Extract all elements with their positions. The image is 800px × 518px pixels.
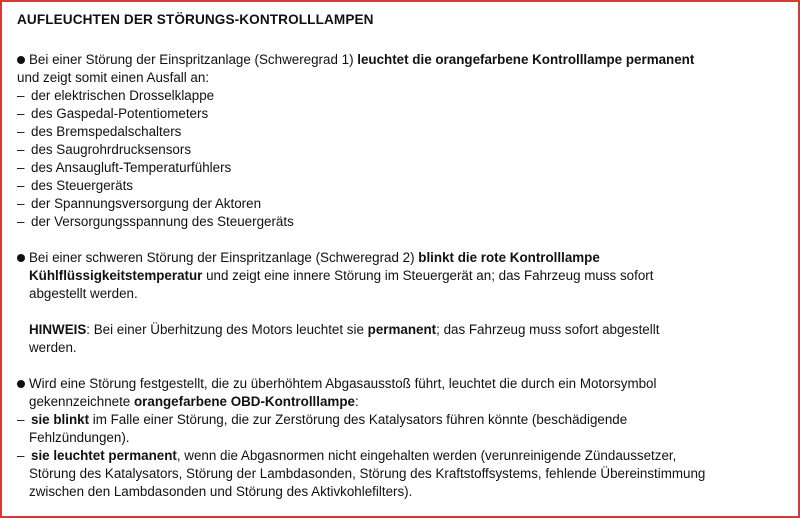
section-3-bold-1: orangefarbene OBD-Kontrolllampe [133,394,355,409]
section-2-text [29,249,787,267]
sub-2-bold: sie leuchtet permanent [31,448,177,463]
list-item-text: der elektrischen Drosselklappe [31,88,215,103]
list-item [17,105,787,123]
list-item-text: des Gaspedal-Potentiometers [31,106,209,121]
section-3-sub-2-text [31,447,787,465]
note-line-1 [17,321,787,339]
sub-2-text-2: Störung des Katalysators, Störung der Lambdasonden, Störung des Kraftstoffsystems, fehlende Übereinstimmung [29,466,706,481]
list-item [17,213,787,231]
note-text-2: ; das Fahrzeug muss sofort abgestellt [436,322,660,337]
sub-2-text-3: zwischen den Lambdasonden und Störung des Aktivkohlefilters). [29,484,413,499]
bullet-icon [17,375,29,393]
dash-marker: – [17,88,25,103]
sub-1-text-2: Fehlzündungen). [29,430,130,445]
note-text [29,321,787,339]
list-item [17,195,787,213]
sub-1-text-1: im Falle einer Störung, die zur Zerstörung des Katalysators führen könnte (beschädigende [89,412,628,427]
list-item-text: des Bremspedalschalters [31,124,182,139]
page-title: AUFLEUCHTEN DER STÖRUNGS-KONTROLLLAMPEN [17,12,374,27]
section-3-sub-2 [17,447,787,465]
section-3-sub-2-line-3 [17,483,787,501]
dash-marker: – [17,412,25,427]
section-3-sub-1-line-2 [17,429,787,447]
document-content [17,7,787,501]
list-item [17,87,787,105]
section-3-line-2-text [29,393,787,411]
section-2-bold-2: Kühlflüssigkeitstemperatur [29,268,203,283]
dash-marker: – [17,124,25,139]
list-item [17,177,787,195]
note-text-3: werden. [29,340,77,355]
dash-marker: – [17,214,25,229]
sub-2-text-1: , wenn die Abgasnormen nicht eingehalten werden (verunreinigende Zündaussetzer, [176,448,677,463]
list-item [17,123,787,141]
section-3-text-2: gekennzeichnete [29,394,134,409]
note-label: HINWEIS [29,322,87,337]
dash-marker: – [17,178,25,193]
section-1-list [17,87,787,231]
note-bold: permanent [367,322,437,337]
section-2-line-3 [17,285,787,303]
section-2-line-2 [17,267,787,285]
section-1-intro-text-2: und zeigt somit einen Ausfall an: [17,70,210,85]
note-line-2 [17,339,787,357]
section-3-sub-2-line-2 [17,465,787,483]
dash-marker: – [17,160,25,175]
bullet-icon [17,51,29,69]
section-2-text-2: und zeigt eine innere Störung im Steuergerät an; das Fahrzeug muss sofort [202,268,654,283]
section-1-intro [29,51,787,69]
bullet-icon [17,249,29,267]
section-2-line-2-text [29,267,787,285]
section-2-bold-1: blinkt die rote Kontrolllampe [418,250,600,265]
dash-marker: – [17,448,25,463]
list-item [17,159,787,177]
sub-1-bold: sie blinkt [31,412,90,427]
section-3-sub-1 [17,411,787,429]
section-1-intro-continuation [17,69,787,87]
dash-marker: – [17,106,25,121]
section-3-text-3: : [354,394,359,409]
dash-marker: – [17,196,25,211]
section-2-text-3: abgestellt werden. [29,286,138,301]
bullet-section-3 [17,375,787,393]
dash-marker: – [17,142,25,157]
list-item-text: der Versorgungsspannung des Steuergeräts [31,214,294,229]
list-item-text: der Spannungsversorgung der Aktoren [31,196,262,211]
section-3-text-1: Wird eine Störung festgestellt, die zu überhöhtem Abgasausstoß führt, leuchtet die durch ein Motorsymbol [29,376,657,391]
bullet-section-1 [17,51,787,69]
list-item-text: des Saugrohrdrucksensors [31,142,192,157]
section-1-intro-text: Bei einer Störung der Einspritzanlage (Schweregrad 1) [29,52,358,67]
note-text-1: : Bei einer Überhitzung des Motors leuchtet sie [86,322,368,337]
list-item-text: des Ansaugluft-Temperaturfühlers [31,160,232,175]
section-3-sub-1-text [31,411,787,429]
section-1-intro-bold: leuchtet die orangefarbene Kontrolllampe permanent [357,52,695,67]
bullet-section-2 [17,249,787,267]
section-2-text-1: Bei einer schweren Störung der Einspritzanlage (Schweregrad 2) [29,250,419,265]
list-item-text: des Steuergeräts [31,178,133,193]
list-item [17,141,787,159]
section-3-line-2 [17,393,787,411]
